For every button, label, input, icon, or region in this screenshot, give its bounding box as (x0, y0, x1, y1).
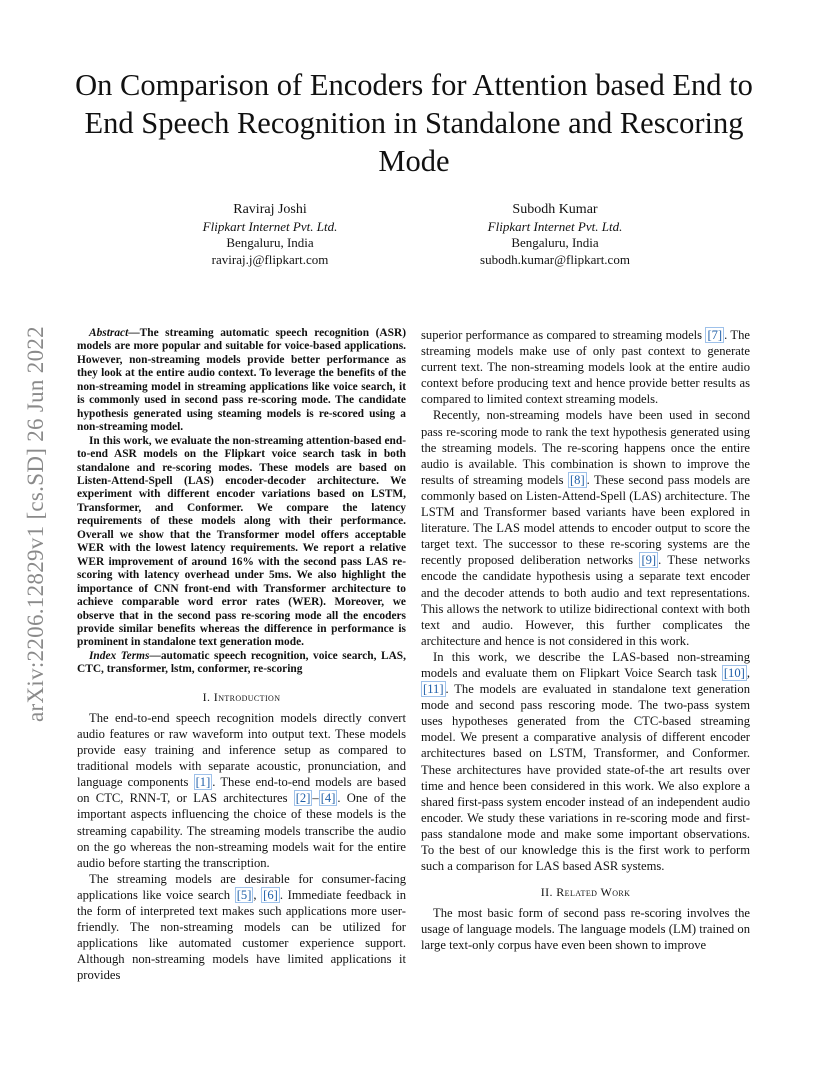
body-paragraph: The streaming models are desirable for consumer-facing applications like voice search [5] , [6] . Immediate feedback in the form of interpreted text makes such applications more user-friendly. The non-streaming models can be utilized for applications like automated customer experience support. Although non-streaming models have limited applications it provides (77, 871, 406, 983)
citation-link[interactable]: [2] (295, 791, 311, 806)
arxiv-identifier: arXiv:2206.12829v1 [cs.SD] 26 Jun 2022 (23, 326, 48, 722)
citation-link[interactable]: [6] (263, 887, 278, 902)
abstract-paragraph: In this work, we evaluate the non-streaming attention-based end-to-end ASR models on the Flipkart voice search task in both standalone and re-scoring modes. These models are based on Listen-Attend-Spell (LAS) encoder-decoder architecture. We experiment with different encoder variations based on LSTM, Transformer, and Conformer. We compare the latency requirements of these models along with their performance. Overall we show that the Transformer model offers acceptable WER with the lowest latency requirements. We report a relative WER improvement of around 16% with the second pass LAS re-scoring with latency overhead under 5ms. We also highlight the importance of CNN front-end with Transformer architecture to achieve comparable word error rates (WER). Moreover, we observe that in the second pass re-scoring mode all the encoders provide similar benefits whereas the difference in performance is prominent in standalone text generation mode. (77, 434, 406, 649)
citation-link[interactable]: [11] (423, 682, 444, 697)
citation-link[interactable]: [5] (236, 887, 252, 902)
author-name: Subodh Kumar (512, 202, 598, 217)
paper-title: On Comparison of Encoders for Attention based End to End Speech Recognition in Standalone and Rescoring Mode (75, 68, 753, 178)
author-email: subodh.kumar@flipkart.com (480, 251, 630, 267)
section-heading-related-work: II. Related Work (540, 885, 631, 900)
section-heading-introduction: I. Introduction (202, 689, 281, 704)
body-paragraph: The most basic form of second pass re-scoring involves the usage of language models. The language models (LM) trained on large text-only corpus have even been shown to improve (421, 906, 750, 953)
left-column (77, 327, 406, 983)
abstract (77, 327, 406, 650)
index-terms-label: Index Terms (89, 649, 150, 662)
citation-link[interactable]: [10] (723, 665, 745, 680)
citation-link[interactable]: [7] (707, 328, 723, 342)
body-paragraph: The end-to-end speech recognition models directly convert audio features or raw waveform into output text. These models provide easy training and inference setup as compared to traditional models with separate acoustic, pronunciation, and language components [1] . These end-to-end models are based on CTC, RNN-T, or LAS architectures [2] – [4] . One of the important aspects influencing the choice of these models is the streaming capability. The streaming models transcribe the audio on the go whereas the non-streaming models wait for the entire audio before starting the transcription. (77, 710, 406, 870)
right-column (421, 327, 750, 954)
author-name: Raviraj Joshi (233, 202, 307, 217)
citation-link[interactable]: [4] (320, 791, 336, 806)
abstract-label: Abstract (89, 327, 129, 339)
citation-link[interactable]: [9] (641, 553, 657, 568)
citation-link[interactable]: [1] (195, 775, 211, 790)
abstract-paragraph: Abstract—The streaming automatic speech recognition (ASR) models are more popular and suitable for voice-based applications. However, non-streaming models provide better performance as they look at the entire audio context. To leverage the benefits of the non-streaming model in streaming applications like voice search, it is commonly used in second pass re-scoring mode. The candidate hypothesis generated using steaming models is re-scored using a non-streaming model. (77, 327, 406, 434)
body-paragraph: Recently, non-streaming models have been used in second pass re-scoring mode to rank the text hypothesis generated using the streaming models. The re-scoring happens once the entire audio is available. This combination is shown to improve the results of streaming models [8] . These second pass models are commonly based on Listen-Attend-Spell (LAS) architecture. The LSTM and Transformer based variants have been explored in literature. The LAS model attends to encoder output to score the target text. The successor to these re-scoring systems are the recently proposed deliberation networks [9] . These networks encode the candidate hypothesis using a separate text encoder and the decoder attends to both audio and text representations. This allows the network to utilize bidirectional context with both text and audio. However, this further complicates the architecture and hence is not considered in this work. (421, 408, 750, 648)
author-block (435, 202, 675, 268)
body-paragraph: superior performance as compared to streaming models [7] . The streaming models make use of only past context to generate current text. The non-streaming models look at the entire audio context before producing text and hence provide better results as compared to limited context streaming models. (421, 328, 750, 407)
author-email: raviraj.j@flipkart.com (211, 251, 329, 267)
citation-link[interactable]: [8] (569, 472, 585, 487)
author-location: Bengaluru, India (511, 235, 599, 250)
body-paragraph: In this work, we describe the LAS-based non-streaming models and evaluate them on Flipkart Voice Search task [10] , [11] . The models are evaluated in standalone text generation mode and second pass rescoring mode. The two-pass system uses hypotheses generated from the CTC-based streaming model. We present a comparative analysis of different encoder architectures based on LSTM, Transformer, and Conformer. These architectures have provided state-of-the art results over time and hence been considered in this work. We also explore a shared first-pass system encoder instead of an independent audio encoder. We study these variations in re-scoring mode and first-pass standalone mode and make some important observations. To the best of our knowledge this is the first work to perform such a comparison for LAS based ASR systems. (421, 649, 750, 874)
index-terms: Index Terms—automatic speech recognition, voice search, LAS, CTC, transformer, lstm, conformer, re-scoring (77, 649, 406, 676)
author-affiliation: Flipkart Internet Pvt. Ltd. (487, 218, 623, 234)
author-block (150, 202, 390, 268)
author-affiliation: Flipkart Internet Pvt. Ltd. (202, 218, 338, 234)
author-location: Bengaluru, India (226, 235, 314, 250)
